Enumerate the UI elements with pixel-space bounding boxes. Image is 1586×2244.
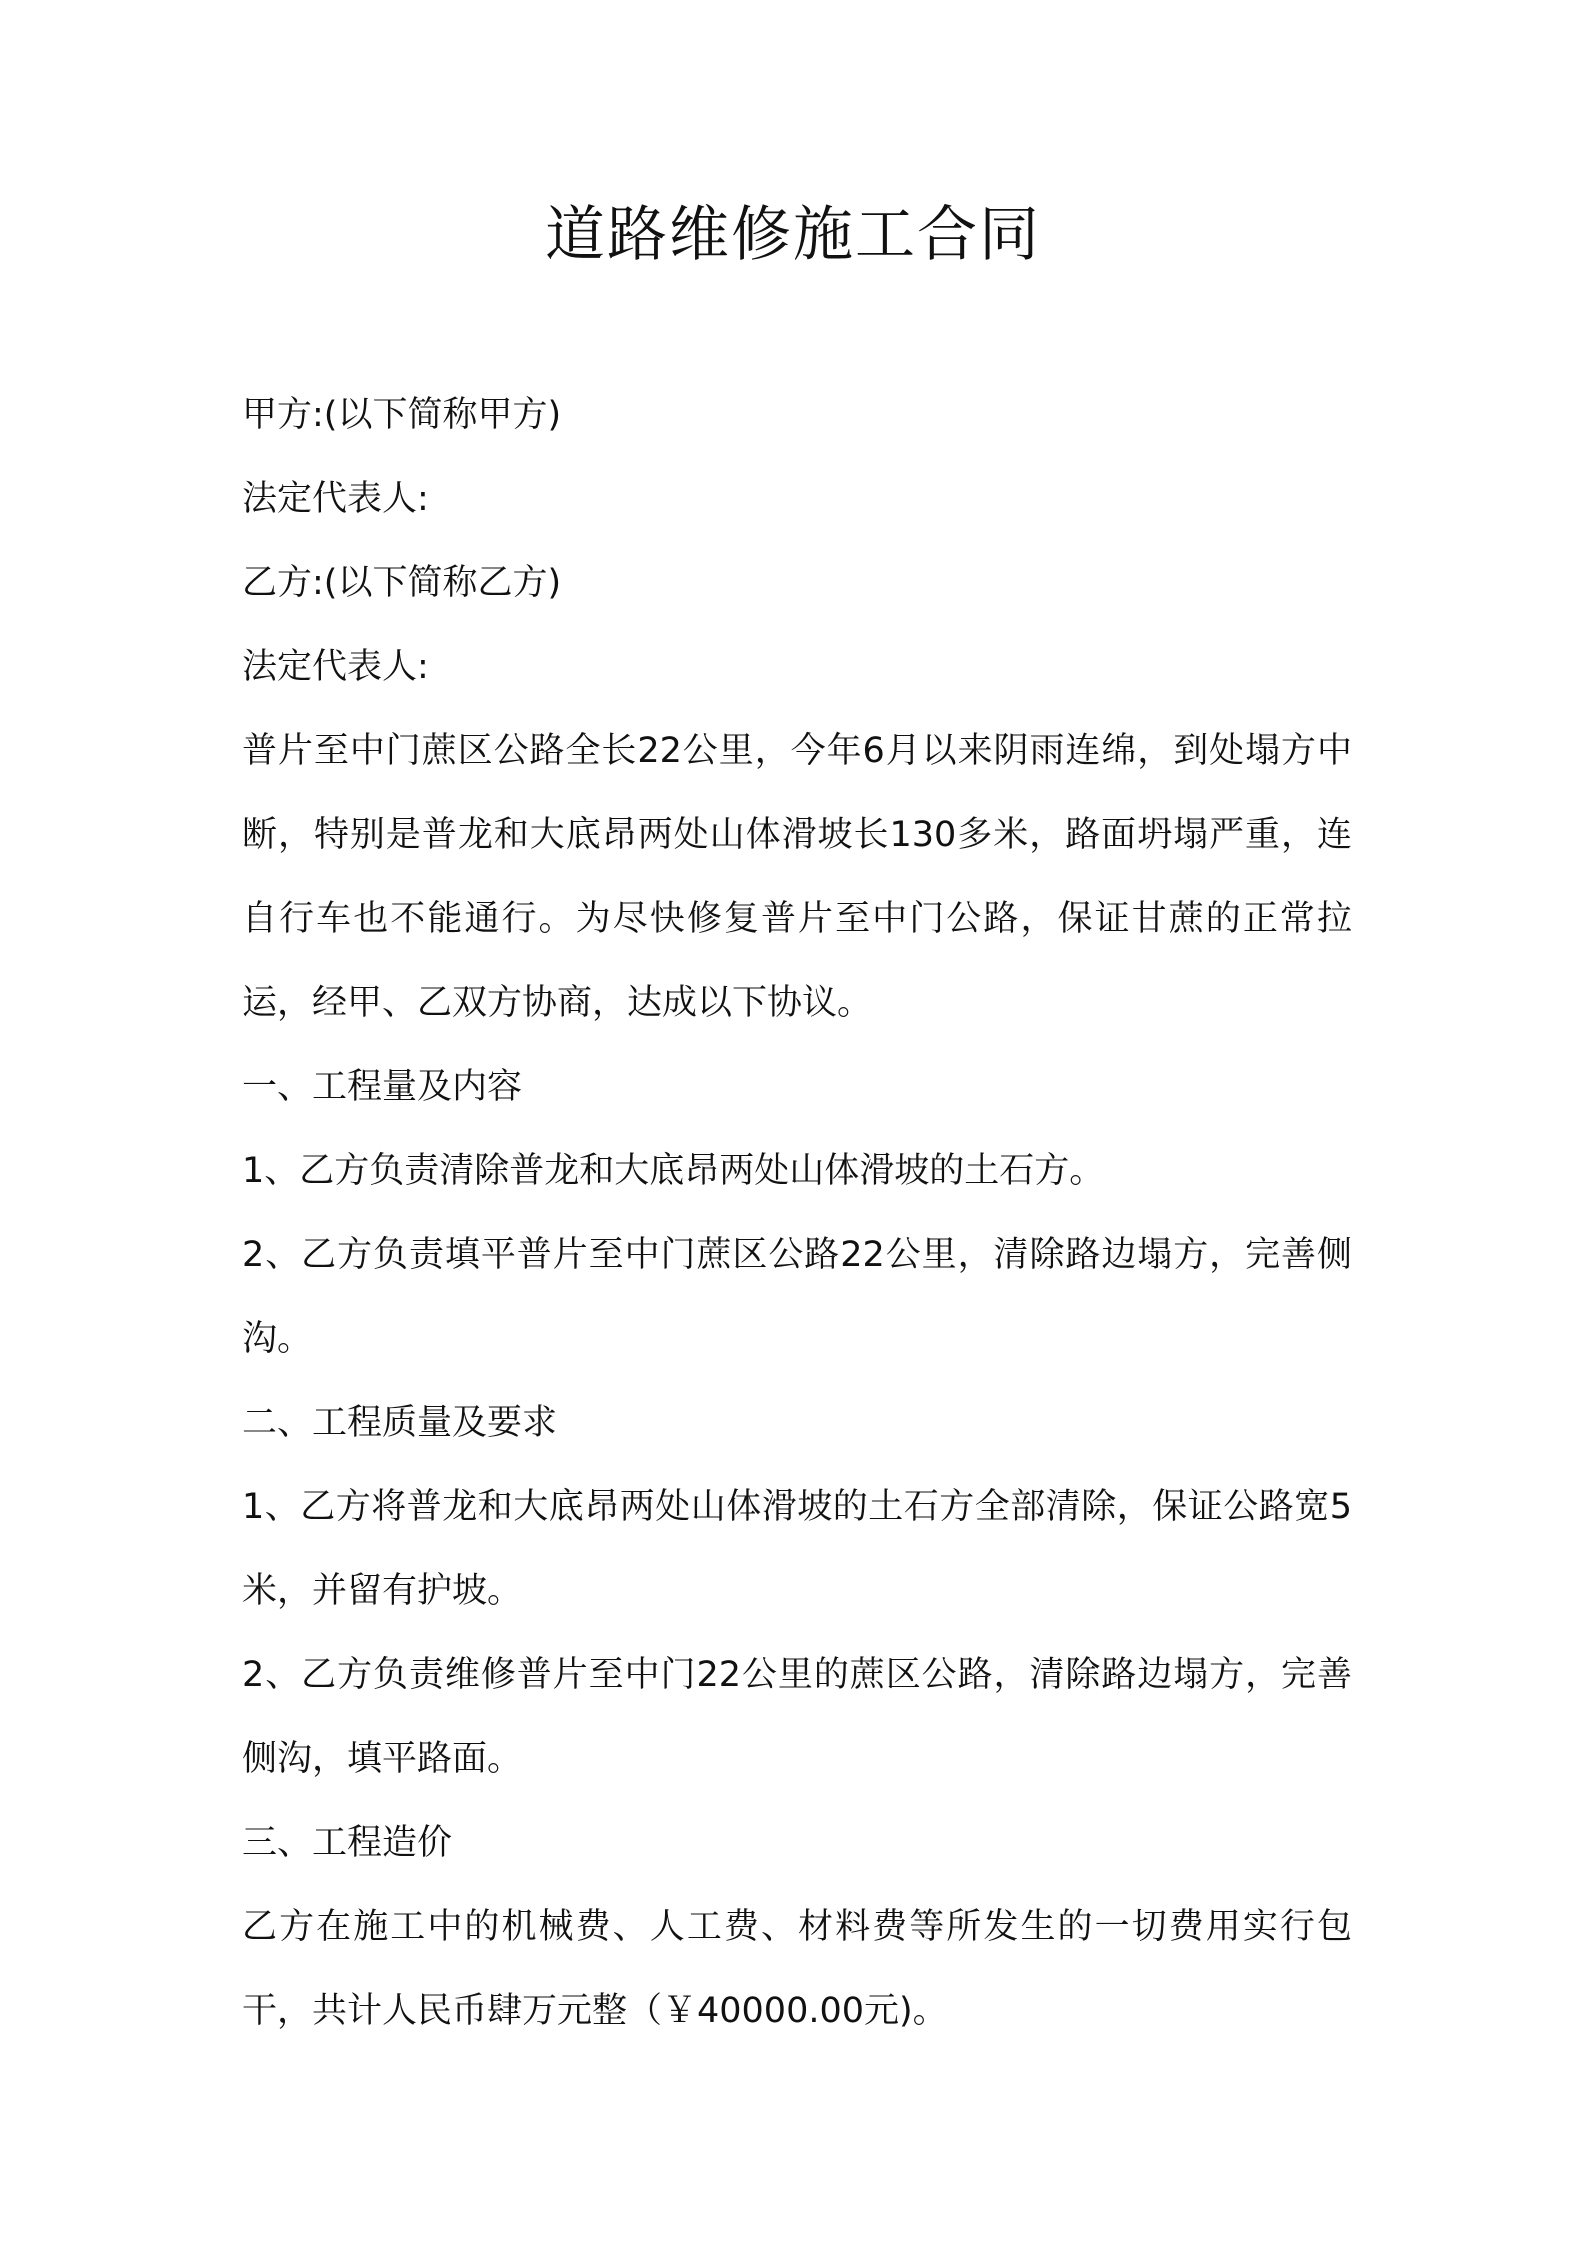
section-1-item-1: 1、乙方负责清除普龙和大底昂两处山体滑坡的土石方。 xyxy=(242,1151,1105,1191)
document-title: 道路维修施工合同 xyxy=(545,200,1041,270)
party-a-representative-line: 法定代表人: xyxy=(242,479,429,519)
section-3-heading: 三、工程造价 xyxy=(242,1823,453,1863)
section-1-item-2: 2、乙方负责填平普片至中门蔗区公路22公里，清除路边塌方，完善侧沟。 xyxy=(242,1235,1352,1359)
party-b-line: 乙方:(以下简称乙方) xyxy=(242,563,562,603)
document-body xyxy=(242,373,1352,2053)
section-2-item-2: 2、乙方负责维修普片至中门22公里的蔗区公路，清除路边塌方，完善侧沟，填平路面。 xyxy=(242,1655,1352,1779)
section-1-heading: 一、工程量及内容 xyxy=(242,1067,523,1107)
section-3-text: 乙方在施工中的机械费、人工费、材料费等所发生的一切费用实行包干，共计人民币肆万元整（￥40000.00元)。 xyxy=(242,1907,1352,2031)
preamble-paragraph: 普片至中门蔗区公路全长22公里，今年6月以来阴雨连绵，到处塌方中断，特别是普龙和大底昂两处山体滑坡长130多米，路面坍塌严重，连自行车也不能通行。为尽快修复普片至中门公路，保证甘蔗的正常拉运，经甲、乙双方协商，达成以下协议。 xyxy=(242,731,1352,1023)
party-a-line: 甲方:(以下简称甲方) xyxy=(242,395,562,435)
section-2-item-1: 1、乙方将普龙和大底昂两处山体滑坡的土石方全部清除，保证公路宽5米，并留有护坡。 xyxy=(242,1487,1352,1611)
section-2-heading: 二、工程质量及要求 xyxy=(242,1403,558,1443)
party-b-representative-line: 法定代表人: xyxy=(242,647,429,687)
